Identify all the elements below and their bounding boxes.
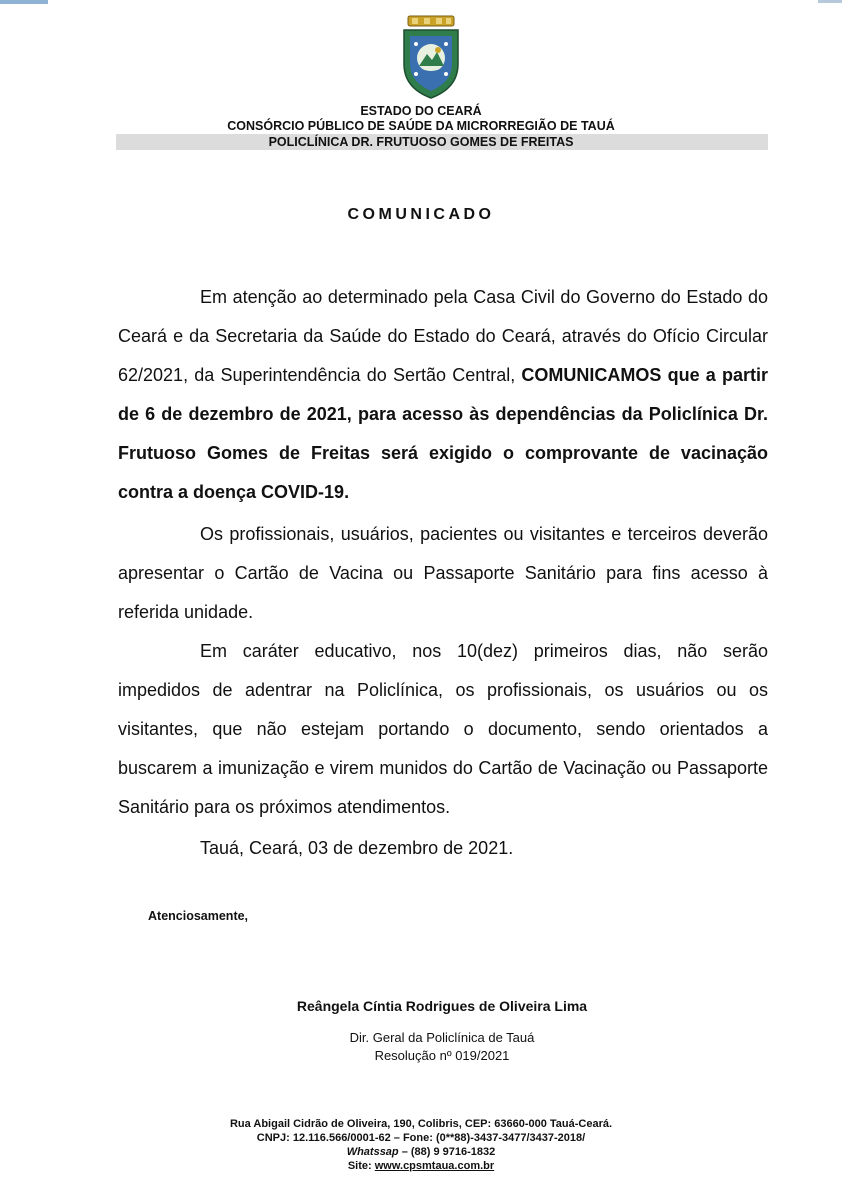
site-label: Site: [347, 1160, 375, 1172]
footer-site [0, 1160, 842, 1173]
header-consortium: CONSÓRCIO PÚBLICO DE SAÚDE DA MICRORREGIÃO DE TAUÁ [227, 119, 615, 133]
paragraph-announcement [118, 278, 768, 512]
closing: Atenciosamente, [148, 909, 249, 923]
scan-artifact [818, 0, 842, 3]
whatsapp-label: Whatssap [346, 1146, 399, 1158]
footer-address: Rua Abigail Cidrão de Oliveira, 190, Colibris, CEP: 63660-000 Tauá-Ceará. [229, 1118, 613, 1130]
document-title: COMUNICADO [347, 206, 495, 223]
paragraph-educational-period: Em caráter educativo, nos 10(dez) primeiros dias, não serão impedidos de adentrar na Policlínica, os profissionais, os usuários ou os visitantes, que não estejam portando o documento, sendo orientados a buscarem a imunização e virem munidos do Cartão de Vacinação ou Passaporte Sanitário para os próximos atendimentos. [118, 641, 768, 817]
scan-artifact [0, 0, 48, 4]
footer-whatsapp [0, 1146, 842, 1159]
paragraph-requirements: Os profissionais, usuários, pacientes ou visitantes e terceiros deverão apresentar o Cartão de Vacina ou Passaporte Sanitário para fins acesso à referida unidade. [118, 524, 768, 622]
footer-cnpj-phone: CNPJ: 12.116.566/0001-62 – Fone: (0**88)-3437-3477/3437-2018/ [256, 1132, 586, 1144]
dateline: Tauá, Ceará, 03 de dezembro de 2021. [200, 838, 514, 858]
signatory-resolution: Resolução nº 019/2021 [374, 1048, 510, 1063]
paragraph-announcement-bold: COMUNICAMOS que a partir de 6 de dezembro de 2021, para acesso às dependências da Policlínica Dr. Frutuoso Gomes de Freitas será exigido o comprovante de vacinação contra a doença COVID-19. [118, 365, 768, 502]
header-state: ESTADO DO CEARÁ [360, 104, 482, 118]
coat-of-arms-icon [394, 14, 468, 100]
signatory-role: Dir. Geral da Policlínica de Tauá [349, 1030, 535, 1045]
signatory-name: Reângela Cíntia Rodrigues de Oliveira Lima [296, 998, 588, 1014]
whatsapp-number: – (88) 9 9716-1832 [398, 1146, 496, 1158]
paragraph-intro: Em atenção ao determinado pela Casa Civil do Governo do Estado do Ceará e da Secretaria da Saúde do Estado do Ceará, através do Ofício Circular 62/2021, da Superintendência do Sertão Central, [118, 287, 768, 385]
site-link[interactable]: www.cpsmtaua.com.br [374, 1160, 495, 1172]
header-polyclinic: POLICLÍNICA DR. FRUTUOSO GOMES DE FREITAS [268, 135, 574, 149]
